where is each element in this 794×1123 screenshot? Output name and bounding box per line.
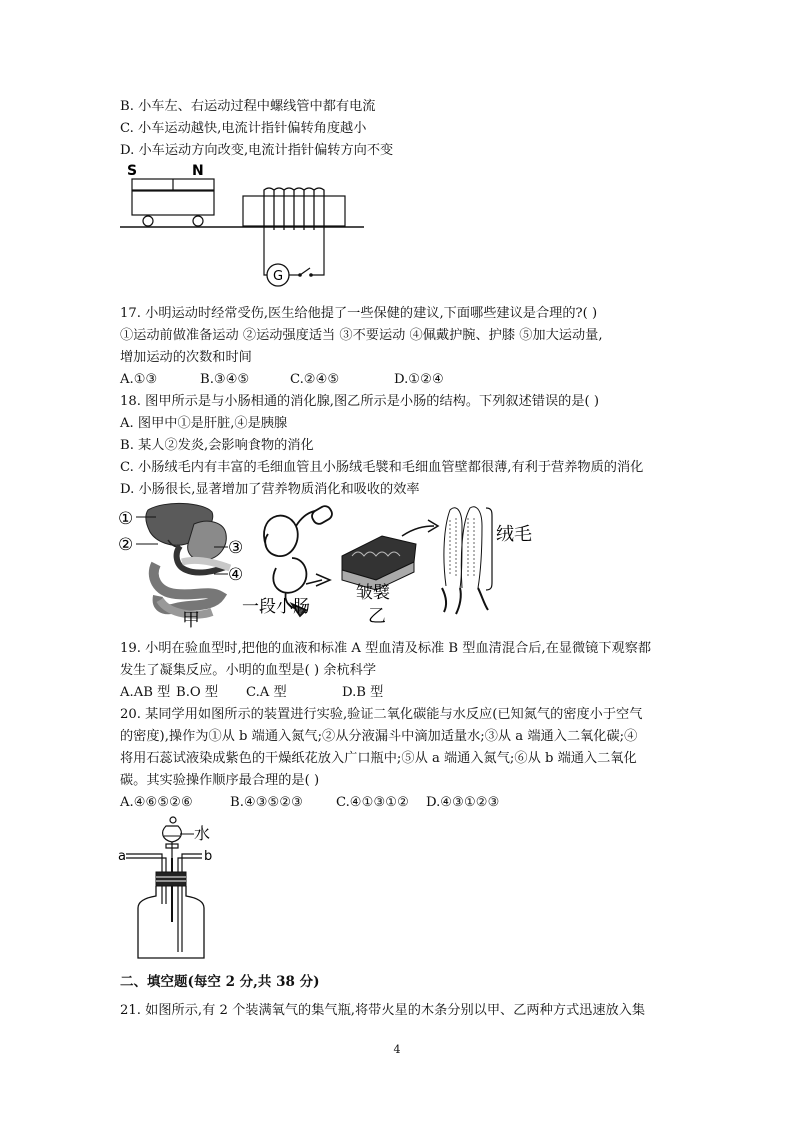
label-jia: 甲 <box>182 610 200 630</box>
label-water: 水 <box>194 824 211 843</box>
q19-option-d: D.B 型 <box>342 685 384 700</box>
q17-items-line1: ①运动前做准备运动 ②运动强度适当 ③不要运动 ④佩戴护腕、护膝 ⑤加大运动量, <box>120 328 603 343</box>
q20-option-d: D.④③①②③ <box>426 795 500 810</box>
q19-options <box>120 684 383 702</box>
q20-stem-line1: 20. 某同学用如图所示的装置进行实验,验证二氧化碳能与水反应(已知氮气的密度小于空气 <box>120 707 643 722</box>
marker-4: ④ <box>228 565 244 585</box>
magnet-s-label: S <box>127 163 138 179</box>
q20-options <box>120 794 499 812</box>
q20-stem-line2: 的密度),操作为①从 b 端通入氮气;②从分液漏斗中滴加适量水;③从 a 端通入二氧化碳;④ <box>120 729 638 744</box>
label-segment: 一段小肠 <box>242 597 310 617</box>
q17-stem: 17. 小明运动时经常受伤,医生给他提了一些保健的建议,下面哪些建议是合理的?( ) <box>120 306 598 321</box>
q19-option-a: A.AB 型 <box>120 685 171 700</box>
q17-option-d: D.①②④ <box>394 372 444 387</box>
q16-option-b: B. 小车左、右运动过程中螺线管中都有电流 <box>120 99 376 114</box>
switch <box>300 268 310 275</box>
q19-option-c: C.A 型 <box>246 685 287 700</box>
label-b: b <box>204 849 213 864</box>
label-a: a <box>118 849 126 864</box>
marker-3: ③ <box>228 538 244 558</box>
q17-options <box>120 371 444 389</box>
label-yi: 乙 <box>368 606 386 627</box>
q16-option-d: D. 小车运动方向改变,电流计指针偏转方向不变 <box>120 143 394 158</box>
q18-figure <box>116 496 556 630</box>
page-number: 4 <box>393 1043 401 1056</box>
marker-1: ① <box>118 509 134 529</box>
cart-wheel <box>193 216 203 226</box>
intestinal-fold-block <box>342 536 416 590</box>
q17-option-c: C.②④⑤ <box>290 372 340 387</box>
marker-2: ② <box>118 535 134 555</box>
q20-option-a: A.④⑥⑤②⑥ <box>120 795 193 810</box>
q20-stem-line4: 碳。其实验操作顺序最合理的是( ) <box>120 773 320 788</box>
q20-option-c: C.④①③①② <box>336 795 409 810</box>
rubber-stopper <box>156 872 186 886</box>
q20-option-b: B.④③⑤②③ <box>230 795 303 810</box>
q19-option-b: B.O 型 <box>176 685 219 700</box>
q21-stem: 21. 如图所示,有 2 个装满氧气的集气瓶,将带火星的木条分别以甲、乙两种方式迅速放入集 <box>120 1003 646 1018</box>
label-villi: 绒毛 <box>496 524 532 545</box>
q18-stem: 18. 图甲所示是与小肠相通的消化腺,图乙所示是小肠的结构。下列叙述错误的是( ) <box>120 394 600 409</box>
q17-items-line2: 增加运动的次数和时间 <box>120 350 252 365</box>
galvanometer-label: G <box>273 269 284 284</box>
q18-option-a: A. 图甲中①是肝脏,④是胰腺 <box>120 416 288 431</box>
q16-option-c: C. 小车运动越快,电流计指针偏转角度越小 <box>120 121 367 136</box>
villi-diagram <box>442 507 488 614</box>
villi-bracket <box>486 508 492 590</box>
q19-stem-line1: 19. 小明在验血型时,把他的血液和标准 A 型血清及标准 B 型血清混合后,在显微镜下观察都 <box>120 641 652 656</box>
q20-figure <box>116 812 226 964</box>
label-fold: 皱襞 <box>356 583 390 603</box>
q18-option-d: D. 小肠很长,显著增加了营养物质消化和吸收的效率 <box>120 482 420 497</box>
q17-option-a: A.①③ <box>120 372 158 387</box>
magnet-n-label: N <box>192 163 204 179</box>
q16-figure <box>118 160 368 295</box>
q17-option-b: B.③④⑤ <box>200 372 250 387</box>
cart <box>132 191 214 215</box>
cart-wheel <box>143 216 153 226</box>
q18-option-b: B. 某人②发炎,会影响食物的消化 <box>120 438 314 453</box>
q19-stem-line2: 发生了凝集反应。小明的血型是( ) 余杭科学 <box>120 663 377 678</box>
q20-stem-line3: 将用石蕊试液染成紫色的干燥纸花放入广口瓶中;⑤从 a 端通入氮气;⑥从 b 端通入二氧化 <box>120 751 637 766</box>
q18-option-c: C. 小肠绒毛内有丰富的毛细血管且小肠绒毛襞和毛细血管壁都很薄,有利于营养物质的消化 <box>120 460 644 475</box>
digestive-glands-diagram <box>146 503 230 614</box>
section-title: 二、填空题(每空 2 分,共 38 分) <box>120 974 320 990</box>
